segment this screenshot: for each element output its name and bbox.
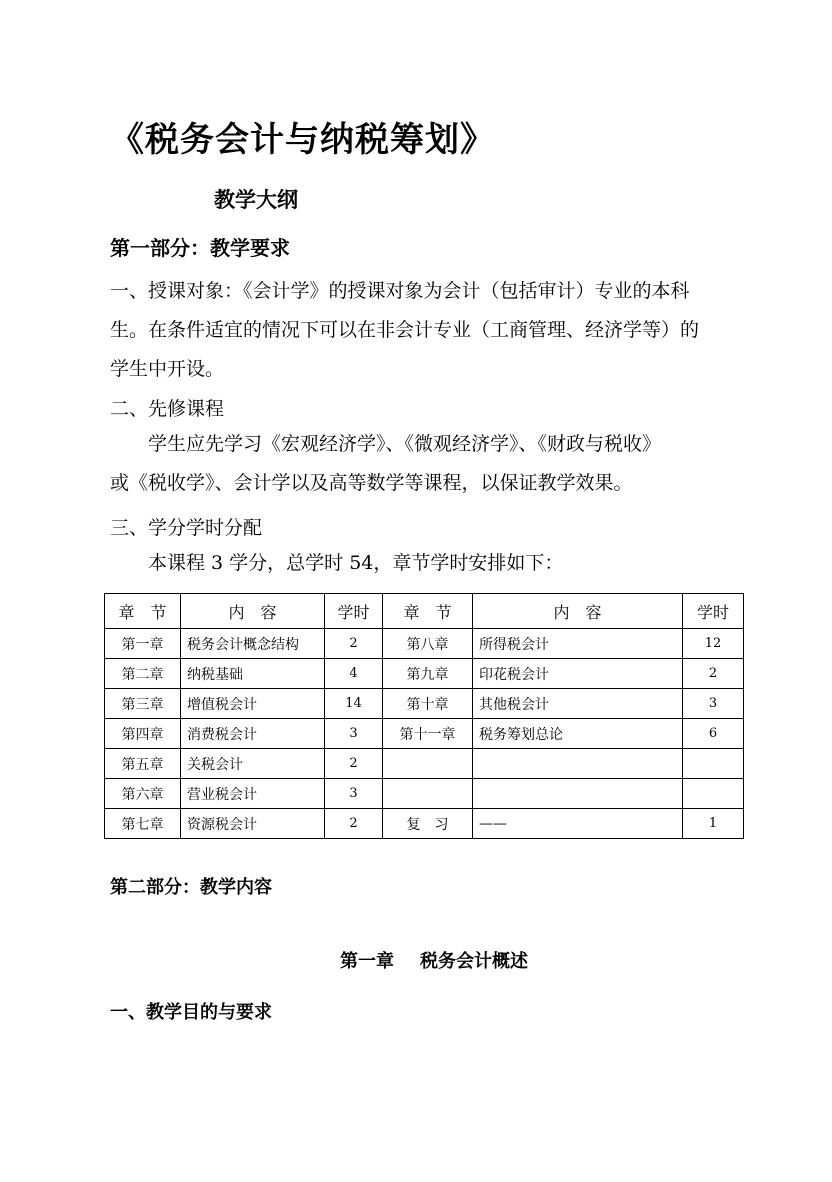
hours-cell: 3	[325, 779, 383, 809]
chapter-cell: 第八章	[383, 629, 473, 659]
hours-cell: 6	[683, 719, 744, 749]
content-cell: 所得税会计	[473, 629, 683, 659]
chapter-cell: 第十章	[383, 689, 473, 719]
table-row	[105, 749, 744, 779]
part1-heading: 第一部分：教学要求	[110, 236, 290, 260]
table-row	[105, 809, 744, 839]
content-cell: 其他税会计	[473, 689, 683, 719]
section3-paragraph	[110, 544, 735, 583]
hours-cell: 14	[325, 689, 383, 719]
chapter-title	[340, 947, 528, 973]
header-hours: 学时	[683, 594, 744, 629]
section1-line3: 学生中开设。	[110, 358, 225, 380]
content-cell: 税务会计概念结构	[181, 629, 325, 659]
chapter-cell: 第七章	[105, 809, 181, 839]
section1-line1: 一、授课对象：《会计学》的授课对象为会计（包括审计）专业的本科	[110, 280, 690, 302]
table-row	[105, 689, 744, 719]
header-content: 内 容	[473, 594, 683, 629]
content-cell	[473, 779, 683, 809]
header-content: 内 容	[181, 594, 325, 629]
hours-cell: 12	[683, 629, 744, 659]
hours-cell	[683, 779, 744, 809]
content-cell: 资源税会计	[181, 809, 325, 839]
chapter-cell: 第五章	[105, 749, 181, 779]
hours-cell: 1	[683, 809, 744, 839]
section2-line1: 学生应先学习《宏观经济学》、《微观经济学》、《财政与税收》	[148, 433, 662, 455]
table-row	[105, 779, 744, 809]
content-cell: 增值税会计	[181, 689, 325, 719]
chapter-cell: 第六章	[105, 779, 181, 809]
table-row	[105, 629, 744, 659]
header-hours: 学时	[325, 594, 383, 629]
chapter-cell: 第九章	[383, 659, 473, 689]
table-row	[105, 719, 744, 749]
hours-cell: 3	[683, 689, 744, 719]
hours-cell	[683, 749, 744, 779]
part2-heading: 第二部分：教学内容	[110, 877, 272, 898]
section2-heading: 二、先修课程	[110, 398, 225, 420]
content-cell: ——	[473, 809, 683, 839]
header-chapter: 章 节	[105, 594, 181, 629]
hours-cell: 2	[325, 749, 383, 779]
credit-hours-table	[104, 593, 744, 839]
chapter-number: 第一章	[340, 951, 394, 972]
section1-paragraph	[110, 272, 735, 389]
section2-line2: 或《税收学》、会计学以及高等数学等课程，以保证教学效果。	[110, 472, 633, 494]
content-cell: 消费税会计	[181, 719, 325, 749]
section3-intro: 本课程 3 学分，总学时 54，章节学时安排如下：	[148, 552, 564, 574]
content-cell: 印花税会计	[473, 659, 683, 689]
hours-cell: 4	[325, 659, 383, 689]
teaching-goal-heading: 一、教学目的与要求	[110, 1002, 272, 1023]
chapter-cell: 第一章	[105, 629, 181, 659]
content-cell: 关税会计	[181, 749, 325, 779]
chapter-name: 税务会计概述	[420, 951, 528, 972]
table-header-row	[105, 594, 744, 629]
hours-cell: 2	[683, 659, 744, 689]
chapter-cell: 复 习	[383, 809, 473, 839]
section2-paragraph	[110, 425, 735, 503]
content-cell: 税务筹划总论	[473, 719, 683, 749]
section1-line2: 生。在条件适宜的情况下可以在非会计专业（工商管理、经济学等）的	[110, 319, 700, 341]
hours-cell: 2	[325, 629, 383, 659]
document-title: 《税务会计与纳税筹划》	[110, 120, 495, 160]
hours-cell: 3	[325, 719, 383, 749]
chapter-cell	[383, 749, 473, 779]
table-row	[105, 659, 744, 689]
content-cell: 纳税基础	[181, 659, 325, 689]
hours-cell: 2	[325, 809, 383, 839]
content-cell	[473, 749, 683, 779]
content-cell: 营业税会计	[181, 779, 325, 809]
header-chapter: 章 节	[383, 594, 473, 629]
chapter-cell: 第二章	[105, 659, 181, 689]
chapter-cell: 第三章	[105, 689, 181, 719]
document-subtitle: 教学大纲	[214, 187, 298, 212]
chapter-cell: 第十一章	[383, 719, 473, 749]
chapter-cell	[383, 779, 473, 809]
section3-heading: 三、学分学时分配	[110, 517, 263, 539]
chapter-cell: 第四章	[105, 719, 181, 749]
